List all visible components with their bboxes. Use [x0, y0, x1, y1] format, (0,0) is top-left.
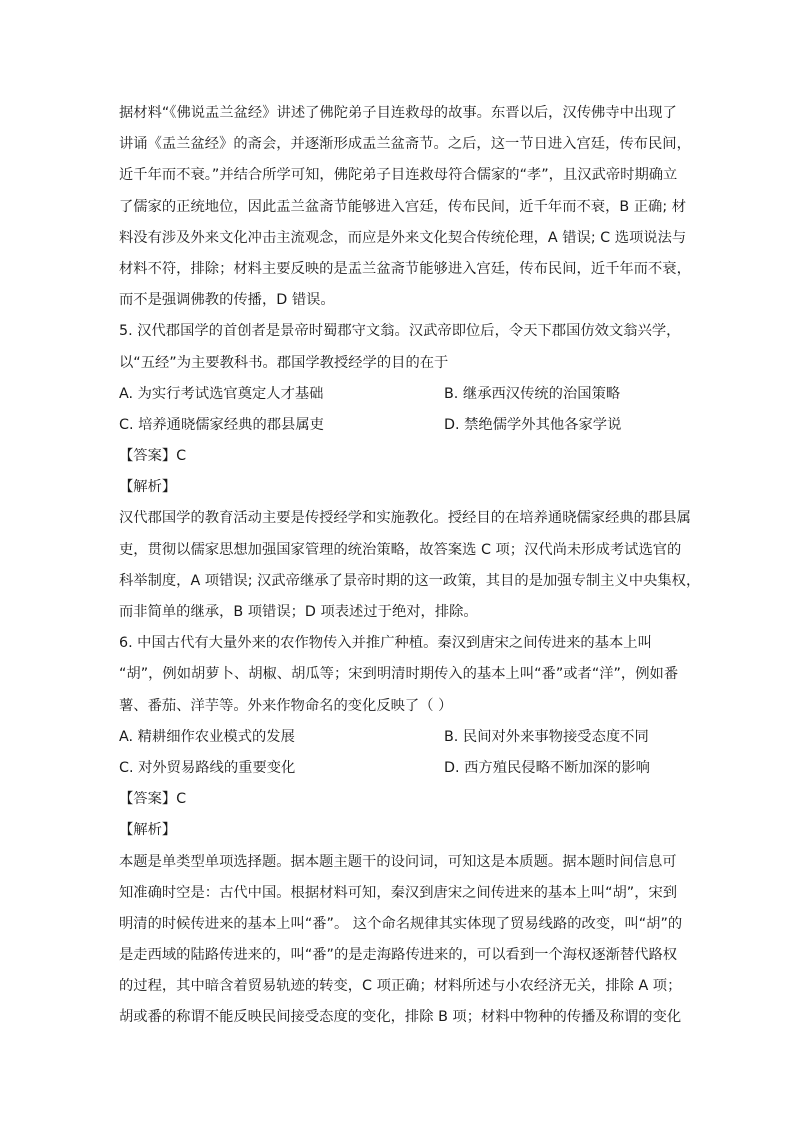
analysis-line: 汉代郡国学的教育活动主要是传授经学和实施教化。授经目的在培养通晓儒家经典的郡县属 — [119, 510, 691, 527]
question-stem: 以“五经”为主要教科书。郡国学教授经学的目的在于 — [119, 354, 449, 371]
options-row — [119, 379, 675, 410]
analysis-line: 而非简单的继承，B 项错误；D 项表述过于绝对，排除。 — [119, 604, 478, 620]
analysis-label: 【解析】 — [119, 822, 177, 839]
question-stem: 薯、番茄、洋芋等。外来作物命名的变化反映了（ ） — [119, 697, 453, 714]
text-line: 据材料“《佛说盂兰盆经》讲述了佛陀弟子目连救母的故事。东晋以后，汉传佛寺中出现了 — [119, 105, 677, 121]
question-stem: 6. 中国古代有大量外来的农作物传入并推广种植。秦汉到唐宋之间传进来的基本上叫 — [119, 635, 652, 652]
analysis-line: 的过程，其中暗含着贸易轨迹的转变，C 项正确；材料所述与小农经济无关，排除 A 项； — [119, 978, 682, 995]
text-line: 料没有涉及外来文化冲击主流观念，而应是外来文化契合传统伦理，A 错误; C 选项说法与 — [119, 229, 687, 246]
analysis-line: 胡或番的称谓不能反映民间接受态度的变化，排除 B 项；材料中物种的传播及称谓的变化 — [119, 1009, 682, 1026]
answer: 【答案】C — [119, 791, 187, 808]
analysis-line: 吏，贯彻以儒家思想加强国家管理的统治策略，故答案选 C 项；汉代尚未形成考试选官的 — [119, 541, 682, 558]
option-d: D. 西方殖民侵略不断加深的影响 — [444, 759, 650, 776]
prev-analysis — [119, 98, 691, 316]
text-line: 而不是强调佛教的传播，D 错误。 — [119, 292, 335, 309]
option-a: A. 精耕细作农业模式的发展 — [119, 728, 295, 745]
answer: 【答案】C — [119, 448, 187, 465]
option-c: C. 培养通晓儒家经典的郡县属吏 — [119, 416, 324, 433]
option-b: B. 继承西汉传统的治国策略 — [444, 385, 621, 402]
option-d: D. 禁绝儒学外其他各家学说 — [444, 416, 622, 433]
analysis-line: 知准确时空是：古代中国。根据材料可知，秦汉到唐宋之间传进来的基本上叫“胡”，宋到 — [119, 884, 678, 901]
question-stem: 5. 汉代郡国学的首创者是景帝时蜀郡守文翁。汉武帝即位后，令天下郡国仿效文翁兴学， — [119, 323, 681, 340]
question-stem: “胡”，例如胡萝卜、胡椒、胡瓜等；宋到明清时期传入的基本上叫“番”或者“洋”，例如番 — [119, 666, 679, 683]
text-line: 近千年而不衰。”并结合所学可知，佛陀弟子目连救母符合儒家的“孝”，且汉武帝时期确立 — [119, 167, 678, 184]
document-body — [119, 98, 701, 1034]
text-line: 了儒家的正统地位，因此盂兰盆斋节能够进入宫廷，传布民间，近千年而不衰，B 正确; 材 — [119, 198, 686, 215]
analysis-line: 本题是单类型单项选择题。据本题主题干的设问词，可知这是本质题。据本题时间信息可 — [119, 853, 677, 870]
analysis-line: 是走西域的陆路传进来的，叫“番”的是走海路传进来的，可以看到一个海权逐渐替代路权 — [119, 947, 678, 964]
text-line: 材料不符，排除；材料主要反映的是盂兰盆斋节能够进入宫廷，传布民间，近千年而不衰， — [119, 260, 691, 277]
option-a: A. 为实行考试选官奠定人才基础 — [119, 385, 324, 402]
options-row — [119, 722, 675, 753]
question-6 — [119, 628, 683, 1033]
option-c: C. 对外贸易路线的重要变化 — [119, 759, 296, 776]
analysis-line: 科举制度，A 项错误; 汉武帝继承了景帝时期的这一政策，其目的是加强专制主义中央集权， — [119, 572, 701, 589]
options-row — [119, 753, 675, 784]
options-row — [119, 410, 675, 441]
text-line: 讲诵《盂兰盆经》的斋会，并逐渐形成盂兰盆斋节。之后，这一节日进入宫廷，传布民间， — [119, 136, 691, 153]
question-5 — [119, 316, 701, 628]
analysis-label: 【解析】 — [119, 479, 177, 496]
option-b: B. 民间对外来事物接受态度不同 — [444, 728, 649, 745]
analysis-line: 明清的时候传进来的基本上叫“番”。 这个命名规律其实体现了贸易线路的改变，叫“胡”的 — [119, 915, 683, 932]
